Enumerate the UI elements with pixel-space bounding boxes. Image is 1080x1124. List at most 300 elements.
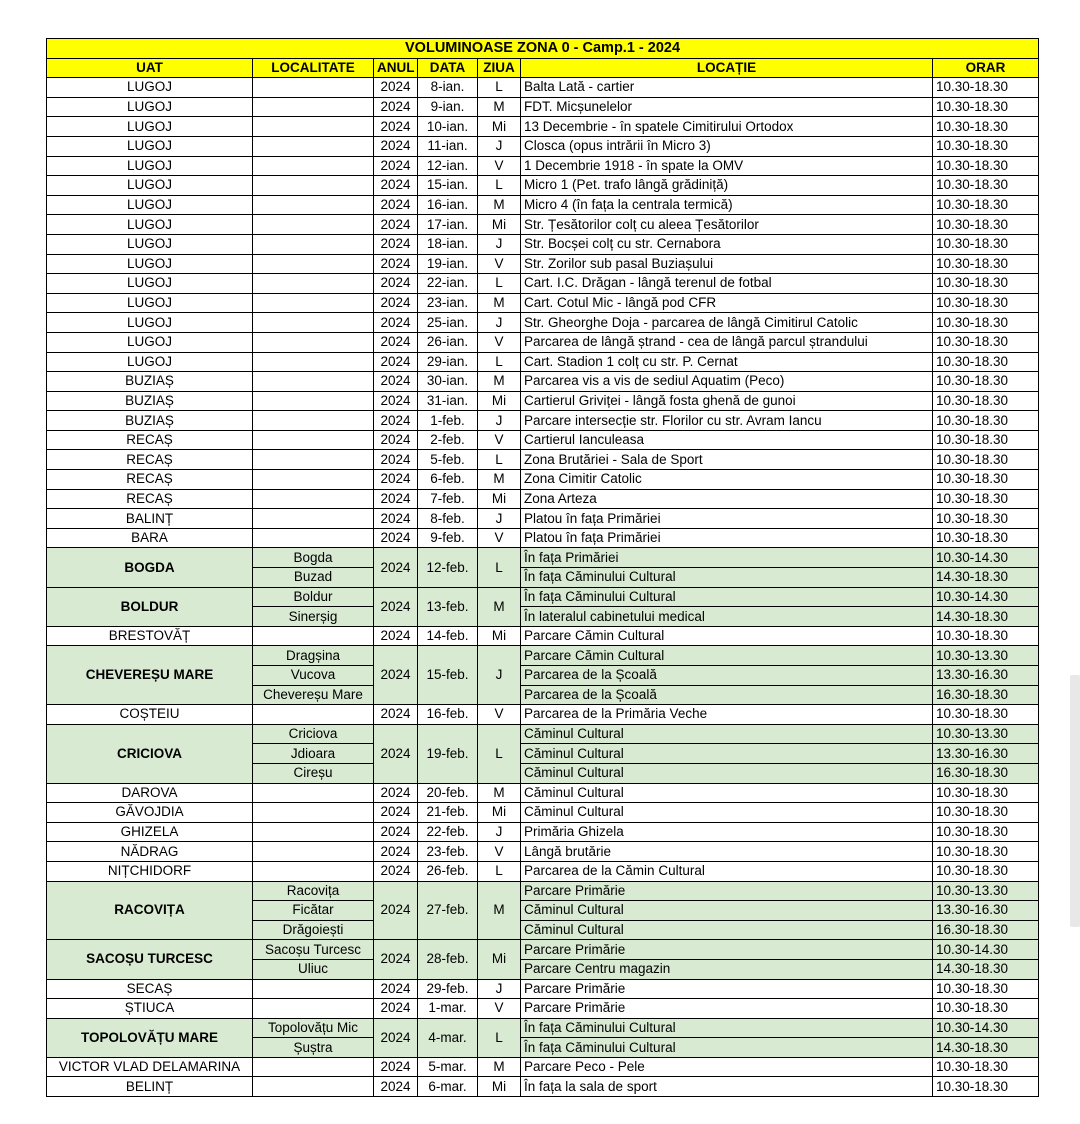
cell-uat: LUGOJ xyxy=(47,97,253,117)
cell-locatie: Str. Zorilor sub pasal Buziașului xyxy=(521,254,933,274)
cell-uat: CHEVEREȘU MARE xyxy=(47,646,253,705)
cell-localitate xyxy=(253,1077,374,1097)
cell-localitate xyxy=(253,470,374,490)
cell-locatie: Platou în fața Primăriei xyxy=(521,509,933,529)
cell-orar: 10.30-18.30 xyxy=(933,234,1039,254)
cell-localitate xyxy=(253,999,374,1019)
cell-localitate xyxy=(253,136,374,156)
cell-locatie: Parcare Peco - Pele xyxy=(521,1057,933,1077)
cell-uat: LUGOJ xyxy=(47,352,253,372)
table-row xyxy=(47,1057,1039,1077)
cell-ziua: L xyxy=(478,274,521,294)
cell-orar: 10.30-18.30 xyxy=(933,450,1039,470)
cell-localitate: Boldur xyxy=(253,587,374,607)
cell-data: 22-feb. xyxy=(418,822,478,842)
cell-uat: SACOȘU TURCESC xyxy=(47,940,253,979)
cell-data: 8-feb. xyxy=(418,509,478,529)
cell-data: 29-feb. xyxy=(418,979,478,999)
cell-locatie: Parcare Primărie xyxy=(521,979,933,999)
cell-anul: 2024 xyxy=(374,411,418,431)
cell-anul: 2024 xyxy=(374,215,418,235)
cell-anul: 2024 xyxy=(374,430,418,450)
cell-orar: 10.30-18.30 xyxy=(933,999,1039,1019)
cell-uat: GĂVOJDIA xyxy=(47,803,253,823)
cell-anul: 2024 xyxy=(374,274,418,294)
cell-locatie: Căminul Cultural xyxy=(521,901,933,921)
cell-localitate: Vucova xyxy=(253,666,374,686)
table-row xyxy=(47,626,1039,646)
table-row xyxy=(47,372,1039,392)
cell-uat: LUGOJ xyxy=(47,176,253,196)
cell-locatie: Cartierul Ianculeasa xyxy=(521,430,933,450)
cell-orar: 10.30-18.30 xyxy=(933,411,1039,431)
table-row xyxy=(47,234,1039,254)
cell-ziua: Mi xyxy=(478,215,521,235)
cell-anul: 2024 xyxy=(374,117,418,137)
table-row xyxy=(47,156,1039,176)
cell-localitate xyxy=(253,861,374,881)
cell-localitate xyxy=(253,332,374,352)
cell-locatie: 1 Decembrie 1918 - în spate la OMV xyxy=(521,156,933,176)
table-row xyxy=(47,274,1039,294)
cell-anul: 2024 xyxy=(374,313,418,333)
cell-uat: LUGOJ xyxy=(47,254,253,274)
cell-anul: 2024 xyxy=(374,97,418,117)
table-row xyxy=(47,705,1039,725)
cell-data: 8-ian. xyxy=(418,78,478,98)
cell-uat: LUGOJ xyxy=(47,293,253,313)
cell-localitate: Criciova xyxy=(253,724,374,744)
table-row xyxy=(47,861,1039,881)
cell-orar: 10.30-14.30 xyxy=(933,587,1039,607)
cell-ziua: M xyxy=(478,293,521,313)
cell-ziua: M xyxy=(478,783,521,803)
cell-data: 15-feb. xyxy=(418,646,478,705)
cell-uat: BELINȚ xyxy=(47,1077,253,1097)
table-row xyxy=(47,842,1039,862)
cell-ziua: J xyxy=(478,411,521,431)
cell-uat: RECAȘ xyxy=(47,470,253,490)
cell-ziua: J xyxy=(478,313,521,333)
cell-localitate xyxy=(253,979,374,999)
cell-uat: BARA xyxy=(47,528,253,548)
cell-orar: 14.30-18.30 xyxy=(933,1038,1039,1058)
cell-uat: VICTOR VLAD DELAMARINA xyxy=(47,1057,253,1077)
cell-orar: 10.30-18.30 xyxy=(933,705,1039,725)
cell-locatie: Lângă brutărie xyxy=(521,842,933,862)
cell-ziua: Mi xyxy=(478,803,521,823)
cell-orar: 10.30-18.30 xyxy=(933,822,1039,842)
cell-anul: 2024 xyxy=(374,156,418,176)
cell-orar: 14.30-18.30 xyxy=(933,568,1039,588)
cell-localitate: Racovița xyxy=(253,881,374,901)
table-row xyxy=(47,803,1039,823)
scrollbar[interactable] xyxy=(1070,675,1080,927)
cell-localitate: Buzad xyxy=(253,568,374,588)
cell-localitate xyxy=(253,176,374,196)
cell-orar: 10.30-18.30 xyxy=(933,430,1039,450)
table-row xyxy=(47,1018,1039,1038)
table-title: VOLUMINOASE ZONA 0 - Camp.1 - 2024 xyxy=(47,39,1039,59)
cell-orar: 10.30-18.30 xyxy=(933,391,1039,411)
cell-anul: 2024 xyxy=(374,999,418,1019)
cell-data: 10-ian. xyxy=(418,117,478,137)
cell-localitate: Drăgoiești xyxy=(253,920,374,940)
cell-localitate xyxy=(253,803,374,823)
table-row xyxy=(47,1077,1039,1097)
cell-ziua: L xyxy=(478,724,521,783)
cell-uat: BOGDA xyxy=(47,548,253,587)
cell-locatie: Parcarea de la Școală xyxy=(521,685,933,705)
cell-localitate xyxy=(253,842,374,862)
cell-orar: 10.30-18.30 xyxy=(933,195,1039,215)
cell-ziua: M xyxy=(478,587,521,626)
cell-uat: LUGOJ xyxy=(47,78,253,98)
cell-data: 23-feb. xyxy=(418,842,478,862)
cell-orar: 10.30-18.30 xyxy=(933,861,1039,881)
cell-data: 1-feb. xyxy=(418,411,478,431)
cell-data: 6-mar. xyxy=(418,1077,478,1097)
cell-localitate xyxy=(253,156,374,176)
cell-anul: 2024 xyxy=(374,509,418,529)
cell-anul: 2024 xyxy=(374,352,418,372)
cell-locatie: Cart. Cotul Mic - lângă pod CFR xyxy=(521,293,933,313)
cell-uat: NĂDRAG xyxy=(47,842,253,862)
cell-localitate xyxy=(253,215,374,235)
table-body xyxy=(47,78,1039,1097)
cell-data: 15-ian. xyxy=(418,176,478,196)
cell-locatie: Parcare Primărie xyxy=(521,999,933,1019)
cell-data: 27-feb. xyxy=(418,881,478,940)
cell-localitate xyxy=(253,352,374,372)
cell-ziua: M xyxy=(478,470,521,490)
col-header-localitate: LOCALITATE xyxy=(253,58,374,78)
cell-orar: 10.30-18.30 xyxy=(933,509,1039,529)
cell-anul: 2024 xyxy=(374,1057,418,1077)
cell-orar: 13.30-16.30 xyxy=(933,901,1039,921)
cell-anul: 2024 xyxy=(374,822,418,842)
cell-locatie: Căminul Cultural xyxy=(521,803,933,823)
cell-orar: 10.30-18.30 xyxy=(933,313,1039,333)
cell-orar: 10.30-13.30 xyxy=(933,724,1039,744)
table-row xyxy=(47,450,1039,470)
cell-uat: BOLDUR xyxy=(47,587,253,626)
cell-data: 5-mar. xyxy=(418,1057,478,1077)
cell-locatie: Cart. I.C. Drăgan - lângă terenul de fotbal xyxy=(521,274,933,294)
cell-orar: 10.30-18.30 xyxy=(933,215,1039,235)
cell-locatie: 13 Decembrie - în spatele Cimitirului Ortodox xyxy=(521,117,933,137)
cell-uat: SECAȘ xyxy=(47,979,253,999)
cell-ziua: V xyxy=(478,999,521,1019)
cell-orar: 10.30-18.30 xyxy=(933,783,1039,803)
cell-data: 22-ian. xyxy=(418,274,478,294)
cell-data: 11-ian. xyxy=(418,136,478,156)
table-row xyxy=(47,999,1039,1019)
cell-locatie: Parcare Centru magazin xyxy=(521,959,933,979)
cell-anul: 2024 xyxy=(374,136,418,156)
table-row xyxy=(47,940,1039,960)
cell-anul: 2024 xyxy=(374,724,418,783)
cell-anul: 2024 xyxy=(374,861,418,881)
cell-ziua: J xyxy=(478,234,521,254)
cell-ziua: V xyxy=(478,528,521,548)
cell-ziua: Mi xyxy=(478,940,521,979)
table-row xyxy=(47,411,1039,431)
col-header-locatie: LOCAȚIE xyxy=(521,58,933,78)
cell-anul: 2024 xyxy=(374,940,418,979)
cell-orar: 16.30-18.30 xyxy=(933,920,1039,940)
cell-localitate xyxy=(253,195,374,215)
table-row xyxy=(47,97,1039,117)
cell-data: 12-ian. xyxy=(418,156,478,176)
cell-ziua: L xyxy=(478,548,521,587)
table-row xyxy=(47,176,1039,196)
cell-orar: 16.30-18.30 xyxy=(933,685,1039,705)
cell-uat: LUGOJ xyxy=(47,136,253,156)
cell-locatie: Balta Lată - cartier xyxy=(521,78,933,98)
cell-anul: 2024 xyxy=(374,450,418,470)
cell-uat: BRESTOVĂȚ xyxy=(47,626,253,646)
cell-localitate xyxy=(253,528,374,548)
cell-locatie: În lateralul cabinetului medical xyxy=(521,607,933,627)
cell-locatie: Căminul Cultural xyxy=(521,920,933,940)
table-row xyxy=(47,783,1039,803)
cell-uat: LUGOJ xyxy=(47,274,253,294)
cell-anul: 2024 xyxy=(374,1077,418,1097)
cell-localitate xyxy=(253,234,374,254)
cell-orar: 10.30-14.30 xyxy=(933,548,1039,568)
cell-ziua: L xyxy=(478,450,521,470)
cell-locatie: Căminul Cultural xyxy=(521,783,933,803)
cell-ziua: M xyxy=(478,372,521,392)
cell-data: 14-feb. xyxy=(418,626,478,646)
cell-anul: 2024 xyxy=(374,626,418,646)
table-row xyxy=(47,587,1039,607)
cell-orar: 10.30-18.30 xyxy=(933,136,1039,156)
cell-anul: 2024 xyxy=(374,293,418,313)
cell-orar: 10.30-18.30 xyxy=(933,78,1039,98)
cell-ziua: V xyxy=(478,254,521,274)
table-row xyxy=(47,979,1039,999)
cell-orar: 10.30-18.30 xyxy=(933,254,1039,274)
cell-localitate: Sacoșu Turcesc xyxy=(253,940,374,960)
cell-uat: CRICIOVA xyxy=(47,724,253,783)
cell-data: 12-feb. xyxy=(418,548,478,587)
cell-data: 7-feb. xyxy=(418,489,478,509)
cell-orar: 10.30-13.30 xyxy=(933,881,1039,901)
cell-anul: 2024 xyxy=(374,234,418,254)
cell-data: 13-feb. xyxy=(418,587,478,626)
cell-orar: 10.30-18.30 xyxy=(933,293,1039,313)
cell-locatie: Str. Țesătorilor colț cu aleea Țesătorilor xyxy=(521,215,933,235)
cell-localitate xyxy=(253,430,374,450)
cell-locatie: Micro 1 (Pet. trafo lângă grădiniță) xyxy=(521,176,933,196)
table-row xyxy=(47,646,1039,666)
cell-locatie: Zona Cimitir Catolic xyxy=(521,470,933,490)
cell-data: 19-feb. xyxy=(418,724,478,783)
cell-localitate xyxy=(253,391,374,411)
cell-localitate xyxy=(253,117,374,137)
table-row xyxy=(47,470,1039,490)
col-header-orar: ORAR xyxy=(933,58,1039,78)
cell-uat: LUGOJ xyxy=(47,156,253,176)
cell-orar: 10.30-18.30 xyxy=(933,274,1039,294)
cell-orar: 10.30-18.30 xyxy=(933,97,1039,117)
table-row xyxy=(47,528,1039,548)
col-header-anul: ANUL xyxy=(374,58,418,78)
cell-ziua: J xyxy=(478,822,521,842)
cell-locatie: În fața Căminului Cultural xyxy=(521,1018,933,1038)
cell-localitate: Uliuc xyxy=(253,959,374,979)
table-row xyxy=(47,352,1039,372)
cell-localitate xyxy=(253,705,374,725)
cell-locatie: Parcarea de la Școală xyxy=(521,666,933,686)
table-row xyxy=(47,136,1039,156)
cell-data: 16-feb. xyxy=(418,705,478,725)
cell-localitate xyxy=(253,274,374,294)
cell-localitate xyxy=(253,293,374,313)
table-row xyxy=(47,195,1039,215)
cell-localitate: Cireșu xyxy=(253,763,374,783)
cell-orar: 10.30-18.30 xyxy=(933,979,1039,999)
cell-orar: 16.30-18.30 xyxy=(933,763,1039,783)
cell-ziua: M xyxy=(478,97,521,117)
cell-anul: 2024 xyxy=(374,489,418,509)
cell-orar: 10.30-18.30 xyxy=(933,1077,1039,1097)
cell-localitate xyxy=(253,783,374,803)
cell-orar: 10.30-18.30 xyxy=(933,117,1039,137)
table-row xyxy=(47,254,1039,274)
cell-data: 18-ian. xyxy=(418,234,478,254)
cell-orar: 10.30-18.30 xyxy=(933,489,1039,509)
cell-orar: 10.30-18.30 xyxy=(933,332,1039,352)
cell-ziua: M xyxy=(478,881,521,940)
cell-locatie: În fața la sala de sport xyxy=(521,1077,933,1097)
cell-ziua: L xyxy=(478,1018,521,1057)
table-row xyxy=(47,313,1039,333)
cell-ziua: L xyxy=(478,352,521,372)
cell-orar: 10.30-18.30 xyxy=(933,1057,1039,1077)
cell-ziua: J xyxy=(478,136,521,156)
cell-ziua: Mi xyxy=(478,1077,521,1097)
cell-anul: 2024 xyxy=(374,78,418,98)
cell-data: 9-feb. xyxy=(418,528,478,548)
table-row xyxy=(47,489,1039,509)
cell-orar: 10.30-18.30 xyxy=(933,372,1039,392)
cell-locatie: Căminul Cultural xyxy=(521,744,933,764)
cell-ziua: M xyxy=(478,1057,521,1077)
cell-anul: 2024 xyxy=(374,783,418,803)
table-row xyxy=(47,293,1039,313)
cell-ziua: V xyxy=(478,332,521,352)
cell-locatie: Primăria Ghizela xyxy=(521,822,933,842)
cell-ziua: J xyxy=(478,979,521,999)
cell-locatie: Parcarea de la Cămin Cultural xyxy=(521,861,933,881)
cell-uat: RECAȘ xyxy=(47,489,253,509)
cell-uat: RECAȘ xyxy=(47,450,253,470)
cell-uat: TOPOLOVĂȚU MARE xyxy=(47,1018,253,1057)
cell-uat: DAROVA xyxy=(47,783,253,803)
cell-anul: 2024 xyxy=(374,803,418,823)
cell-anul: 2024 xyxy=(374,372,418,392)
cell-uat: LUGOJ xyxy=(47,234,253,254)
cell-data: 1-mar. xyxy=(418,999,478,1019)
cell-data: 9-ian. xyxy=(418,97,478,117)
cell-anul: 2024 xyxy=(374,176,418,196)
cell-locatie: Cart. Stadion 1 colț cu str. P. Cernat xyxy=(521,352,933,372)
table-row xyxy=(47,391,1039,411)
cell-localitate xyxy=(253,254,374,274)
cell-anul: 2024 xyxy=(374,646,418,705)
cell-uat: NIȚCHIDORF xyxy=(47,861,253,881)
col-header-ziua: ZIUA xyxy=(478,58,521,78)
cell-data: 19-ian. xyxy=(418,254,478,274)
cell-data: 29-ian. xyxy=(418,352,478,372)
cell-locatie: Parcare Cămin Cultural xyxy=(521,646,933,666)
cell-ziua: J xyxy=(478,646,521,705)
cell-locatie: Zona Brutăriei - Sala de Sport xyxy=(521,450,933,470)
cell-ziua: Mi xyxy=(478,391,521,411)
cell-orar: 10.30-13.30 xyxy=(933,646,1039,666)
cell-localitate xyxy=(253,372,374,392)
cell-ziua: Mi xyxy=(478,626,521,646)
cell-orar: 14.30-18.30 xyxy=(933,607,1039,627)
cell-orar: 10.30-18.30 xyxy=(933,176,1039,196)
cell-locatie: Căminul Cultural xyxy=(521,763,933,783)
cell-ziua: L xyxy=(478,176,521,196)
cell-data: 26-feb. xyxy=(418,861,478,881)
cell-localitate xyxy=(253,1057,374,1077)
cell-locatie: În fața Căminului Cultural xyxy=(521,1038,933,1058)
cell-uat: LUGOJ xyxy=(47,117,253,137)
cell-anul: 2024 xyxy=(374,842,418,862)
col-header-uat: UAT xyxy=(47,58,253,78)
cell-ziua: L xyxy=(478,861,521,881)
cell-localitate: Jdioara xyxy=(253,744,374,764)
table-row xyxy=(47,215,1039,235)
cell-locatie: Parcarea vis a vis de sediul Aquatim (Peco) xyxy=(521,372,933,392)
cell-data: 20-feb. xyxy=(418,783,478,803)
cell-localitate: Șuștra xyxy=(253,1038,374,1058)
cell-localitate xyxy=(253,822,374,842)
cell-localitate xyxy=(253,78,374,98)
table-row xyxy=(47,117,1039,137)
cell-uat: BUZIAȘ xyxy=(47,411,253,431)
cell-locatie: Căminul Cultural xyxy=(521,724,933,744)
cell-orar: 10.30-14.30 xyxy=(933,1018,1039,1038)
cell-locatie: În fața Căminului Cultural xyxy=(521,587,933,607)
cell-orar: 10.30-14.30 xyxy=(933,940,1039,960)
table-row xyxy=(47,430,1039,450)
cell-ziua: V xyxy=(478,842,521,862)
table-row xyxy=(47,548,1039,568)
cell-localitate xyxy=(253,97,374,117)
cell-locatie: Closca (opus intrării în Micro 3) xyxy=(521,136,933,156)
cell-data: 4-mar. xyxy=(418,1018,478,1057)
cell-localitate xyxy=(253,313,374,333)
cell-locatie: Parcare Cămin Cultural xyxy=(521,626,933,646)
cell-uat: BUZIAȘ xyxy=(47,391,253,411)
cell-data: 21-feb. xyxy=(418,803,478,823)
cell-localitate xyxy=(253,626,374,646)
cell-anul: 2024 xyxy=(374,705,418,725)
cell-localitate: Bogda xyxy=(253,548,374,568)
table-row xyxy=(47,509,1039,529)
cell-uat: BUZIAȘ xyxy=(47,372,253,392)
cell-anul: 2024 xyxy=(374,195,418,215)
cell-anul: 2024 xyxy=(374,470,418,490)
cell-locatie: În fața Primăriei xyxy=(521,548,933,568)
